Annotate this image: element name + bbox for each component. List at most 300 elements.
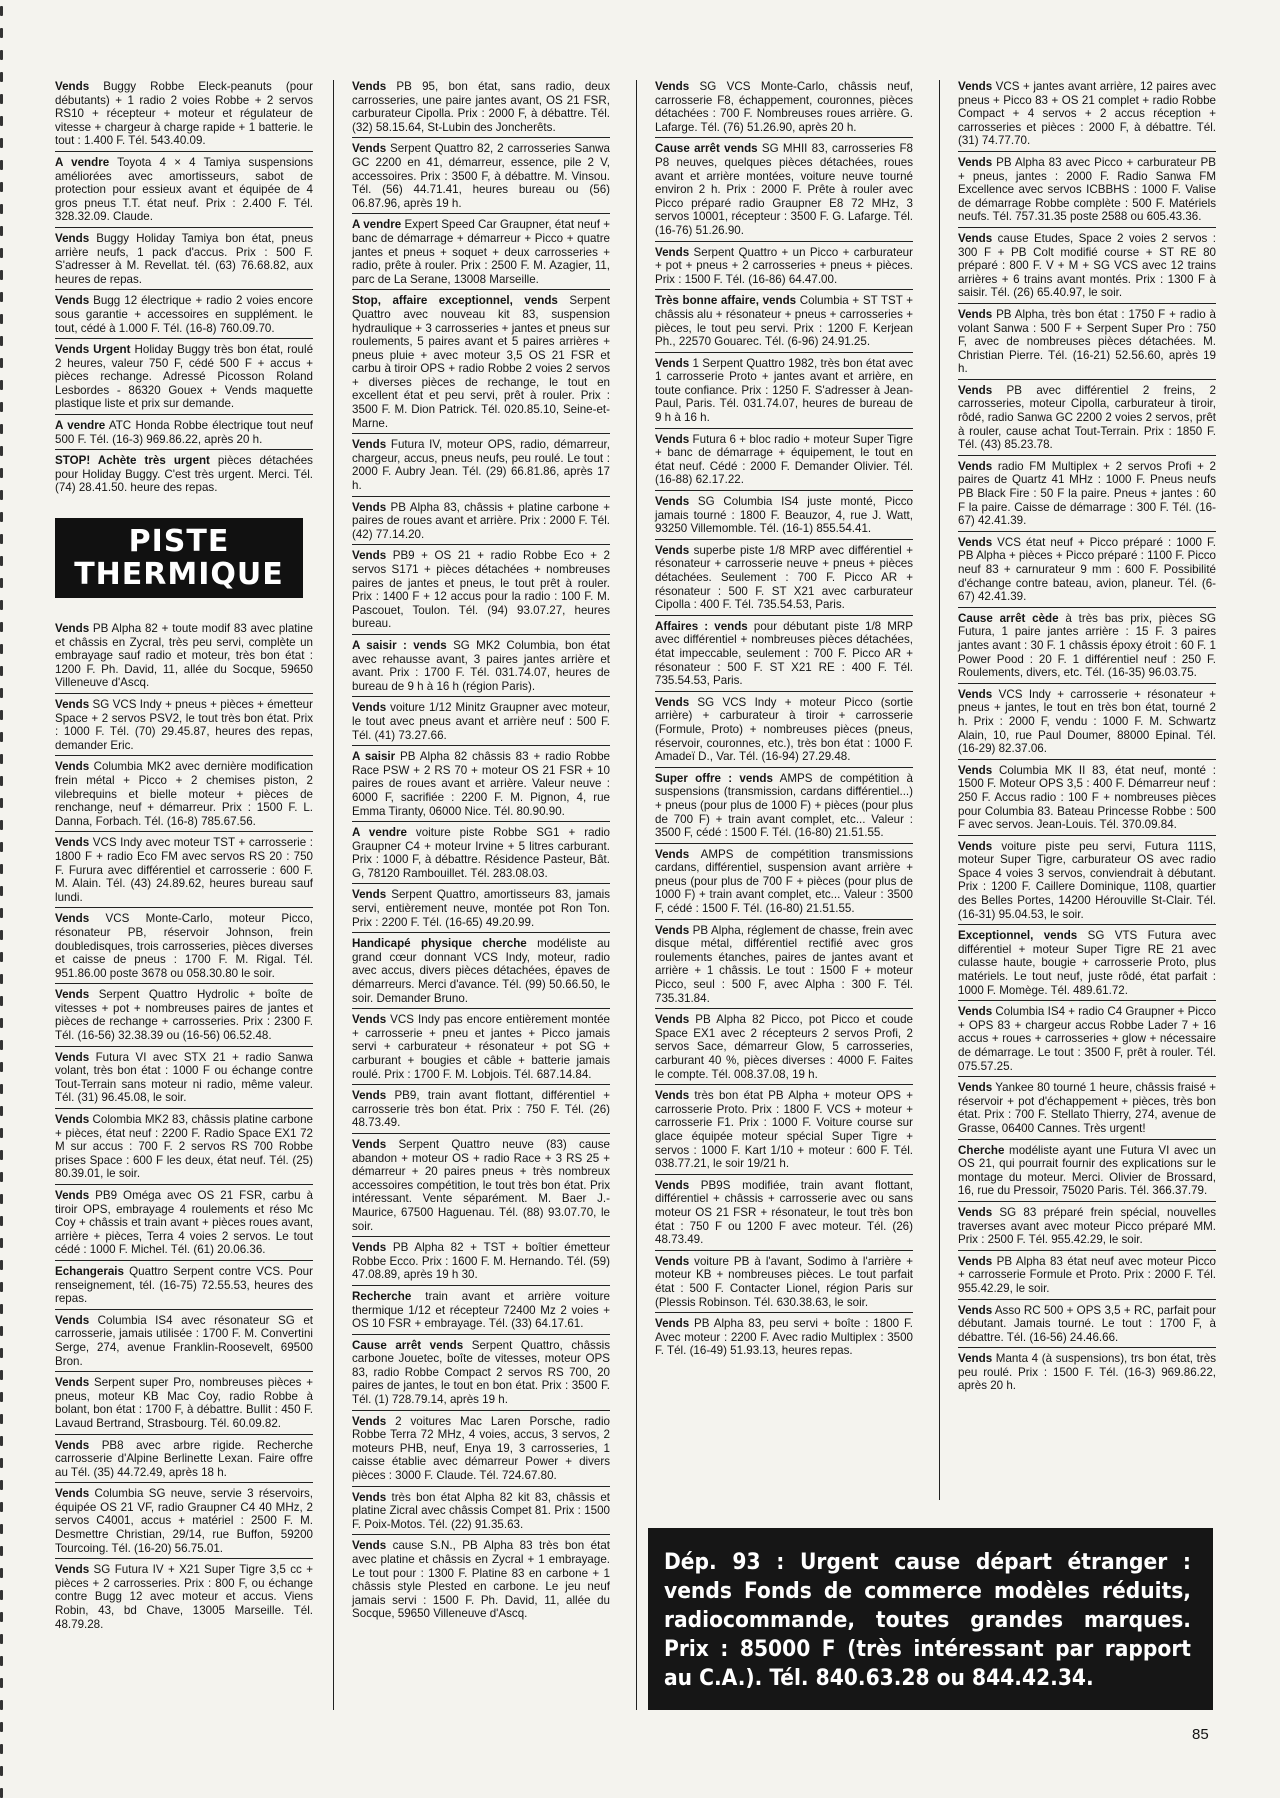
binding-hole <box>0 1436 3 1446</box>
ad-text: voiture 1/12 Minitz Graupner avec moteur, le tout avec pneus avant et arrière neuf : 500 F. Tél. (41) 73.27.66. <box>352 701 610 742</box>
binding-hole <box>0 776 3 786</box>
ad-lead: Vends <box>352 549 387 563</box>
ad-text: PB9 Oméga avec OS 21 FSR, carbu à tiroir OPS, embrayage 4 roulements et réso Mc Coy + châssis et train avant + pièces roues avant, arrière + pièces, Terra 4 voies 2 servos. Le tout cédé : 1000 F. Michel. Tél. (61) 20.06.36. <box>55 1189 313 1257</box>
classified-ad <box>958 1144 1216 1202</box>
ad-text: PB Alpha, très bon état : 1750 F + radio à volant Sanwa : 500 F + Serpent Super Pro : 750 F, avec de nombreuses pièces détachées. M. Christian Pierre. Tél. (16-21) 52.56.60, après 19 h. <box>958 307 1216 376</box>
binding-hole <box>0 72 3 82</box>
classified-list <box>352 80 610 1624</box>
classified-ad <box>352 1415 610 1487</box>
ad-text: VCS Indy pas encore entièrement montée + carrosserie + pneu et jantes + Picco jamais servi + carburateur + résonateur + pot SG + carburant + bougies et câble + batterie jamais roulé. Prix : 1700 F. M. Lobjois. Tél. 687.14.84. <box>352 1013 610 1081</box>
classified-ad <box>55 232 313 290</box>
classified-list <box>655 80 913 1361</box>
ad-text: AMPS de compétition transmissions cardans, différentiel, suspension avant arrière + pneus (pour plus de 700 F + pièces (pour plus de 1000 F) + train avant complet, etc... Valeur : 3500 F, cédé : 1500 F. Tél. (16-80) 21.51.55. <box>655 847 913 916</box>
ad-text: Toyota 4 × 4 Tamiya suspensions améliorées avec amortisseurs, sabot de protection pour essieux avant et équipée de 4 gros pneus T.T. état neuf. Prix : 2.400 F. Tél. 328.32.09. Claude. <box>55 155 313 224</box>
binding-hole <box>0 908 3 918</box>
ad-text: PB Alpha 82 Picco, pot Picco et coude Space EX1 avec 2 récepteurs 2 servos Profi, 2 servos Sace, démarreur Glow, 5 carrosseries, carburant 40 %, pièces diverses : 4000 F. Faites le compte. Tél. 008.37.08, 19 h. <box>655 1013 913 1081</box>
ad-text: PB Alpha, réglement de chasse, frein avec disque métal, différentiel rectifié avec gros roulements étanches, paires de jantes avant et arrière + 1 châssis. Le tout : 1500 F + moteur Picco, seul : 500 F, avec Alpha : 300 F. Tél. 735.31.84. <box>655 923 913 1005</box>
ad-lead: Vends <box>55 836 90 850</box>
classified-ad <box>352 501 610 546</box>
binding-hole <box>0 28 3 38</box>
ad-lead: Vends <box>352 1241 387 1255</box>
binding-hole <box>0 1194 3 1204</box>
ad-text: cause Etudes, Space 2 voies 2 servos : 300 F + PB Colt modifié course + ST RE 80 préparé : 800 F. V + M + SG VCS avec 12 trains arrières + 6 trains avant montés. Prix : 1300 F à saisir. Tél. (26) 65.40.97, le soir. <box>958 231 1216 300</box>
binding-hole <box>0 600 3 610</box>
ad-lead: Vends <box>352 142 387 156</box>
ad-lead: Vends <box>55 988 90 1002</box>
ad-lead: Vends <box>55 698 90 711</box>
ad-text: voiture PB à l'avant, Sodimo à l'arrière + moteur KB + nombreuses pièces. Le tout parfait état : 500 F. Contacter Lionel, région Paris sur (Plessis Robinson. Tél. 630.38.63, le soir. <box>655 1254 913 1309</box>
classified-ad <box>55 1314 313 1372</box>
ad-lead: Handicapé physique cherche <box>352 937 527 951</box>
classified-ad <box>655 924 913 1010</box>
ad-lead: Vends <box>55 760 90 774</box>
ad-lead: Vends <box>55 912 90 926</box>
binding-hole <box>0 1304 3 1314</box>
ad-lead: Cause arrêt cède <box>958 611 1059 625</box>
binding-hole <box>0 534 3 544</box>
binding-holes <box>0 0 4 1798</box>
column-4 <box>958 80 1216 1400</box>
ad-text: PB Alpha 83, châssis + platine carbone + paires de roues avant et arrière. Prix : 2000 F. Tél. (42) 77.14.20. <box>352 500 610 541</box>
ad-text: Serpent super Pro, nombreuses pièces + pneus, moteur KB Mac Coy, radio Robbe à bolant, bon état : 1700 F, à débattre. Bullit : 450 F. Lavaud Bertrand, Strasbourg. Tél. 60.09.82. <box>55 1376 313 1430</box>
classified-ad <box>958 929 1216 1001</box>
ad-text: Columbia + ST TST + châssis alu + résonateur + pneus + carrosseries + pièces, le tout peu servi. Prix : 1200 F. Kerjean Ph., 22570 Gouarec. Tél. (6-96) 24.91.25. <box>655 294 913 349</box>
binding-hole <box>0 1106 3 1116</box>
binding-hole <box>0 1568 3 1578</box>
binding-hole <box>0 930 3 940</box>
classified-ad <box>55 1563 313 1634</box>
ad-lead: Vends <box>352 701 387 715</box>
classified-ad <box>352 750 610 822</box>
ad-lead: Vends <box>655 245 690 259</box>
ad-text: Manta 4 (à suspensions), trs bon état, très peu roulé. Prix : 1500 F. Tél. (16-3) 969.86.22, après 20 h. <box>958 1352 1216 1393</box>
binding-hole <box>0 1590 3 1600</box>
binding-hole <box>0 116 3 126</box>
ad-lead: Vends <box>655 495 690 509</box>
ad-text: PB Alpha 82 + TST + boîtier émetteur Robbe Ecco. Prix : 1600 F. M. Hernando. Tél. (59) 47.08.89, après 19 h 30. <box>352 1241 610 1282</box>
classified-ad <box>958 1255 1216 1300</box>
ad-lead: Vends <box>958 1205 993 1219</box>
ad-lead: A saisir : vends <box>352 638 447 652</box>
ad-lead: Vends <box>352 500 387 514</box>
classified-ad <box>352 1089 610 1134</box>
classified-ad <box>655 848 913 920</box>
ad-lead: Vends <box>958 383 993 397</box>
binding-hole <box>0 204 3 214</box>
ad-lead: Vends <box>958 687 993 701</box>
ad-lead: Vends <box>958 155 993 169</box>
ad-lead: Vends <box>958 231 993 245</box>
ad-text: superbe piste 1/8 MRP avec différentiel + résonateur + carrosserie neuve + pneus + pièces détachées. Seulement : 700 F. Picco AR + résonateur : 500 F. ST X21 avec carburateur Cipolla : 400 F. Tél. 735.54.53, Paris. <box>655 543 913 612</box>
section-title-line: PISTE <box>128 524 230 560</box>
binding-hole <box>0 270 3 280</box>
binding-hole <box>0 754 3 764</box>
ad-text: Serpent Quattro avec nouveau kit 83, suspension hydraulique + 3 carrosseries + jantes et pneus sur roulements, 5 paires avant et 5 paires arrières + pneus pluie + avec moteur 3,5 OS 21 FSR et carbu à tiroir OPS + radio Robbe 2 voies 2 servos + diverses pièces de rechange, le tout en excellent état et peu servi, prêt à rouler. Prix : 3500 F. M. Dion Patrick. Tél. 020.85.10, Seine-et-Marne. <box>352 294 610 430</box>
ad-text: Holiday Buggy très bon état, roulé 2 heures, valeur 750 F, cédé 500 F + accus + pièces rechange. Adressé Picosson Roland Lesbordes - 86320 Gouex + Vends maquette plastique liste et prix sur demande. <box>55 343 314 411</box>
ad-text: pièces détachées pour Holiday Buggy. C'est très urgent. Merci. Tél. (74) 28.41.50. heure des repas. <box>55 454 313 495</box>
binding-hole <box>0 1656 3 1666</box>
ad-text: PB8 avec arbre rigide. Recherche carrosserie d'Alpine Berlinette Lexan. Faire offre au Tél. (35) 44.72.49, après 18 h. <box>55 1438 313 1479</box>
classified-ad <box>655 1089 913 1175</box>
ad-text: PB Alpha 83 état neuf avec moteur Picco + carrosserie Formule et Proto. Prix : 2000 F. Tél. 955.42.29, le soir. <box>958 1254 1216 1295</box>
classified-ad <box>55 294 313 339</box>
ad-lead: Cause arrêt vends <box>352 1338 464 1352</box>
ad-text: PB 95, bon état, sans radio, deux carrosseries, une paire jantes avant, OS 21 FSR, carburateur Cipolla. Prix : 2000 F, à débattre. Tél. (32) 58.15.64, St-Lubin des Joncherêts. <box>352 80 610 134</box>
classified-ad <box>352 639 610 697</box>
classified-ad <box>352 1491 610 1536</box>
ad-text: SG VCS Monte-Carlo, châssis neuf, carrosserie F8, échappement, couronnes, pièces détachées : 700 F. Nombreuses roues arrière. G. Lafarge. Tél. (76) 51.26.90, après 20 h. <box>655 80 913 134</box>
ad-lead: Vends <box>958 1254 993 1268</box>
ad-lead: Vends <box>55 1313 90 1327</box>
ad-text: SG MK2 Columbia, bon état avec rehausse avant, 3 paires jantes arrière et avant. Prix : 1700 F. Tél. 031.74.07, heures de bureau de 9 h à 16 h (région Paris). <box>352 638 610 693</box>
ad-text: SG 83 préparé frein spécial, nouvelles traverses avant avec moteur Picco préparé MM. Prix : 2500 F. Tél. 955.42.29, le soir. <box>958 1205 1216 1247</box>
ad-lead: Vends <box>655 1254 690 1268</box>
binding-hole <box>0 666 3 676</box>
classified-ad <box>352 888 610 933</box>
binding-hole <box>0 1634 3 1644</box>
classified-ad <box>958 384 1216 456</box>
binding-hole <box>0 644 3 654</box>
ad-text: Serpent Quattro neuve (83) cause abandon + moteur OS + radio Race + 3 RS 25 + démarreur + 20 paires pneus + très nombreux accessoires compétition, le tout très bon état. Prix intéressant. Vente séparément. M. Baer J.-Maurice, 67500 Haguenau. Tél. (88) 93.07.70, le soir. <box>352 1137 610 1233</box>
ad-lead: Vends <box>958 763 993 777</box>
ad-lead: Vends <box>655 1089 690 1103</box>
ad-text: PB Alpha 83, peu servi + boîte : 1800 F. Avec moteur : 2200 F. Avec radio Multiplex : 3500 F. Tél. (16-49) 51.93.13, heures repas. <box>655 1317 913 1358</box>
binding-hole <box>0 688 3 698</box>
ad-text: cause S.N., PB Alpha 83 très bon état avec platine et châssis en Zycral + 1 embrayage. Le tout pour : 1300 F. Platine 83 en carbone + 1 châssis style Plested en carbone. Le jeu neuf jamais servi : 1500 F. Ph. David, 11, allée du Socque, 59650 Villeneuve d'Ascq. <box>352 1539 610 1621</box>
binding-hole <box>0 1414 3 1424</box>
binding-hole <box>0 710 3 720</box>
classified-ad <box>55 1487 313 1559</box>
classified-ad <box>655 772 913 844</box>
classified-ad <box>352 1013 610 1085</box>
ad-lead: Vends <box>958 1303 993 1317</box>
classified-ad <box>352 438 610 496</box>
classified-ad <box>55 1265 313 1310</box>
ad-lead: Vends <box>352 1539 387 1553</box>
ad-lead: Vends Urgent <box>55 343 131 357</box>
binding-hole <box>0 1040 3 1050</box>
classified-ad <box>655 1317 913 1361</box>
binding-hole <box>0 732 3 742</box>
binding-hole <box>0 336 3 346</box>
ad-lead: Vends <box>958 1005 993 1019</box>
ad-lead: Vends <box>55 1487 90 1501</box>
ad-text: Futura IV, moteur OPS, radio, démarreur, chargeur, accus, pneus neufs, peu roulé. Le tout : 2000 F. Aubry Jean. Tél. (29) 66.81.86, après 17 h. <box>352 438 610 493</box>
section-title-piste-thermique <box>55 518 303 598</box>
ad-lead: Vends <box>958 535 993 549</box>
ad-text: Asso RC 500 + OPS 3,5 + RC, parfait pour débutant. Jamais tourné. Le tout : 1700 F, à débattre. Tél. (16-56) 24.46.66. <box>958 1303 1216 1344</box>
classified-ad <box>352 80 610 138</box>
binding-hole <box>0 1128 3 1138</box>
binding-hole <box>0 248 3 258</box>
binding-hole <box>0 160 3 170</box>
classified-ad <box>55 1189 313 1261</box>
ad-text: très bon état PB Alpha + moteur OPS + carrosserie Proto. Prix : 1800 F. VCS + moteur + carrosserie F1. Prix : 1000 F. Voiture course sur glace équipée moteur spécial Super Tigre + servos : 1000 F. Kart 1/10 + moteur : 600 F. Tél. 038.77.21, le soir 19/21 h. <box>655 1089 913 1171</box>
ad-lead: Vends <box>55 1376 90 1390</box>
binding-hole <box>0 820 3 830</box>
classified-ad <box>352 826 610 884</box>
classified-ad <box>655 620 913 692</box>
ad-lead: Cherche <box>958 1143 1005 1157</box>
classified-ad <box>655 1013 913 1085</box>
classified-ad <box>655 696 913 768</box>
ad-text: PB9S modifiée, train avant flottant, différentiel + châssis + carrosserie avec ou sans moteur OS 21 FSR + résonateur, le tout très bon état : 750 F ou 1200 F avec moteur. Tél. (26) 48.73.49. <box>655 1178 913 1247</box>
ad-text: Colombia MK2 83, châssis platine carbone + pièces, état neuf : 2200 F. Radio Space EX1 72 M sur accus : 700 F. 2 servos RS 700 Robbe prises Space : 600 F les deux, état neuf. Tél. (25) 80.39.01, le soir. <box>55 1113 313 1181</box>
classified-ad <box>352 937 610 1009</box>
classified-ad <box>55 1439 313 1484</box>
binding-hole <box>0 314 3 324</box>
ad-text: Quattro Serpent contre VCS. Pour renseignement, tél. (16-75) 72.55.53, heures des repas. <box>55 1264 313 1306</box>
ad-text: très bon état Alpha 82 kit 83, châssis et platine Zicral avec châssis Compet 81. Prix : 1500 F. Poix-Motos. Tél. (22) 91.35.63. <box>352 1490 610 1531</box>
classified-ad <box>352 294 610 434</box>
ad-lead: Vends <box>352 1013 387 1027</box>
ad-text: PB Alpha 82 + toute modif 83 avec platine et châssis en Zycral, très peu servi, complète un embrayage sauf radio et moteur, très bon état : 1200 F. Ph. David, 11, allée du Socque, 59650 Villeneuve d'Ascq. <box>55 622 313 690</box>
ad-lead: Vends <box>958 1352 993 1366</box>
ad-text: Serpent Quattro 82, 2 carrosseries Sanwa GC 2200 en 41, démarreur, essence, pile 2 V, accessoires. Prix : 3500 F, à débattre. M. Vinsou. Tél. (56) 44.71.41, heures bureau ou (56) 06.87.96, après 19 h. <box>352 142 610 210</box>
binding-hole <box>0 1612 3 1622</box>
ad-lead: Vends <box>958 307 993 321</box>
binding-hole <box>0 226 3 236</box>
ad-lead: Très bonne affaire, vends <box>655 294 797 308</box>
ad-lead: Vends <box>55 1438 90 1452</box>
ad-lead: Vends <box>352 1414 387 1428</box>
classified-ad <box>55 1376 313 1434</box>
classified-ad <box>958 840 1216 926</box>
ad-text: Buggy Holiday Tamiya bon état, pneus arrière neufs, 1 pack d'accus. Prix : 500 F. S'adresser à M. Revellat. tél. (63) 76.68.82, aux heures de repas. <box>55 231 313 286</box>
column-rule <box>333 80 334 1710</box>
classified-ad <box>352 1339 610 1411</box>
ad-lead: Vends <box>655 1013 690 1027</box>
ad-lead: A vendre <box>352 826 407 840</box>
ad-text: VCS Indy avec moteur TST + carrosserie : 1800 F + radio Eco FM avec servos RS 20 : 750 F. Furura avec différentiel et carrosserie : 600 F. M. Alain. Tél. (43) 24.89.62, heures bureau sauf lundi. <box>55 836 313 904</box>
classified-ad <box>958 156 1216 228</box>
classified-ad <box>958 1206 1216 1251</box>
ad-text: Columbia IS4 avec résonateur SG et carrosserie, jamais utilisée : 1700 F. M. Convertini Serge, 274, avenue Franklin-Roosevelt, 69500 Bron. <box>55 1313 313 1368</box>
classified-ad <box>352 701 610 746</box>
binding-hole <box>0 974 3 984</box>
binding-hole <box>0 380 3 390</box>
promo-box: Dép. 93 : Urgent cause départ étranger : vends Fonds de commerce modèles réduits, radiocommande, toutes grandes marques. Prix : 85000 F (très intéressant par rapport au C.A.). Tél. 840.63.28 ou 844.42.34. <box>648 1528 1213 1710</box>
classified-ad <box>958 1081 1216 1139</box>
ad-lead: A saisir <box>352 750 396 764</box>
ad-text: Serpent Quattro + un Picco + carburateur + pot + pneus + 2 carrosseries + pneus + pièces. Prix : 1500 F. Tél. (16-86) 64.47.00. <box>655 245 913 286</box>
ad-lead: Echangerais <box>55 1264 124 1278</box>
classified-ad <box>958 536 1216 608</box>
binding-hole <box>0 1216 3 1226</box>
ad-text: radio FM Multiplex + 2 servos Profi + 2 paires de Quartz 41 MHz : 1000 F. Pneus neufs PB Black Fire : 50 F la paire. Pneus + jantes : 60 F la paire. Caisse de démarrage : 300 F. Tél. (16-67) 42.41.39. <box>958 459 1216 528</box>
ad-text: PB avec différentiel 2 freins, 2 carrosseries, moteur Cipolla, carburateur à tiroir, rôdé, radio Sanwa GC 2200 2 voies 2 servos, prêt à rouler, cause achat Tout-Terrain. Prix : 1850 F. Tél. (43) 85.23.78. <box>958 383 1216 452</box>
classified-ad <box>655 495 913 540</box>
classified-ad <box>655 433 913 491</box>
ad-lead: Vends <box>352 888 387 902</box>
ad-text: PB9, train avant flottant, différentiel + carrosserie très bon état. Prix : 750 F. Tél. (26) 48.73.49. <box>352 1089 610 1130</box>
classified-ad <box>655 142 913 241</box>
column-rule <box>636 80 637 1710</box>
ad-text: ATC Honda Robbe électrique tout neuf 500 F. Tél. (16-3) 969.86.22, après 20 h. <box>55 419 314 446</box>
binding-hole <box>0 996 3 1006</box>
ad-lead: Vends <box>655 80 690 93</box>
ad-text: AMPS de compétition à suspensions (transmission, cardans différentiel...) + pneus (pour plus de 1000 F) + pièces (pour plus de 700 F) + train avant complet, etc... Valeur : 3500 F, cédé : 1500 F. Tél. (16-80) 21.51.55. <box>655 771 914 840</box>
binding-hole <box>0 1326 3 1336</box>
binding-hole <box>0 1744 3 1754</box>
classified-ad <box>55 1113 313 1185</box>
binding-hole <box>0 1546 3 1556</box>
ad-text: à très bas prix, pièces SG Futura, 1 paire jantes arrière : 15 F. 3 paires jantes avant : 30 F. 1 châssis époxy étroit : 60 F. 1 Power Pood : 20 F. 1 différentiel neuf : 250 F. Roulements, divers, etc. Tél. (16-35) 96.03.75. <box>958 611 1216 680</box>
binding-hole <box>0 1524 3 1534</box>
ad-lead: A vendre <box>352 218 402 232</box>
binding-hole <box>0 292 3 302</box>
ad-lead: Vends <box>655 695 690 709</box>
classified-ad <box>655 1255 913 1313</box>
binding-hole <box>0 1722 3 1732</box>
binding-hole <box>0 556 3 566</box>
ad-lead: Vends <box>55 1189 90 1202</box>
ad-text: Bugg 12 électrique + radio 2 voies encore sous garantie + accessoires en supplément. le tout, cédé à 1.000 F. Tél. (16-8) 760.09.70. <box>55 294 313 335</box>
ad-text: Buggy Robbe Eleck-peanuts (pour débutants) + 1 radio 2 voies Robbe + 2 servos RS10 + récepteur + moteur et régulateur de vitesse + chargeur à charge rapide + 1 batterie. le tout : 1.400 F. Tél. 543.40.09. <box>55 80 313 148</box>
binding-hole <box>0 1260 3 1270</box>
ad-text: SG VCS Indy + moteur Picco (sortie arrière) + carburateur à tiroir + carrosserie (Formule, Proto) + nombreuses pièces (pneus, réservoir, couronnes, etc.), très bon état : 1000 F. Amadeï D., Var. Tél. (16-94) 27.29.48. <box>655 695 913 764</box>
binding-hole <box>0 6 3 16</box>
ad-text: 1 Serpent Quattro 1982, très bon état avec 1 carrosserie Proto + jantes avant et arrière, en toute confiance. Prix : 1250 F. S'adresser à Jean-Paul, Paris. Tél. 031.74.07, heures de bureau de 9 h à 16 h. <box>655 356 913 425</box>
ad-lead: Vends <box>352 80 387 93</box>
ad-text: Columbia SG neuve, servie 3 réservoirs, équipée OS 21 VF, radio Graupner C4 40 MHz, 2 servos C4001, accus + matériel : 2500 F. M. Desmettre Christian, 29/14, rue Buffon, 59200 Tourcoing. Tél. (16-20) 56.75.01. <box>55 1487 313 1555</box>
ad-text: SG Columbia IS4 juste monté, Picco jamais tourné : 1800 F. Beauzor, 4, rue J. Watt, 93250 Villemomble. Tél. (16-1) 855.54.41. <box>655 495 913 536</box>
ad-text: VCS état neuf + Picco préparé : 1000 F. PB Alpha + pièces + Picco préparé : 1100 F. Picco neuf 83 + carnurateur 9 mm : 600 F. Possibilité d'échange contre bateau, avion, planeur. Tél. (6-67) 42.41.39. <box>958 535 1216 604</box>
classified-ad <box>655 246 913 291</box>
ad-lead: Vends <box>55 1050 90 1064</box>
ad-text: 2 voitures Mac Laren Porsche, radio Robbe Terra 72 MHz, 4 voies, accus, 3 servos, 2 moteurs PHB, neuf, Enya 19, 3 carrosseries, 1 caisse établie avec démarreur Power + divers pièces : 3000 F. Claude. Tél. 724.67.80. <box>352 1414 610 1483</box>
binding-hole <box>0 1150 3 1160</box>
classified-ad <box>655 544 913 616</box>
classified-ad <box>352 1241 610 1286</box>
classified-ad <box>958 1005 1216 1077</box>
binding-hole <box>0 1458 3 1468</box>
binding-hole <box>0 1788 3 1798</box>
classified-list <box>55 622 313 1634</box>
ad-text: SG Futura IV + X21 Super Tigre 3,5 cc + pièces + 2 carrosseries. Prix : 800 F, ou échange contre Bugg 12 avec moteur et accus. Viens Robin, 43, bd Chave, 13005 Marseille. Tél. 48.79.28. <box>55 1563 313 1631</box>
binding-hole <box>0 182 3 192</box>
ad-text: Serpent Quattro, châssis carbone Jouetec, boîte de vitesses, moteur OPS 83, radio Robbe Compact 2 servos RS 700, 20 paires de jantes, le tout en bon état. Prix : 3500 F. Tél. (1) 728.79.14, après 19 h. <box>352 1338 610 1407</box>
classified-ad <box>958 1352 1216 1396</box>
classified-ad <box>958 460 1216 532</box>
ad-text: Futura VI avec STX 21 + radio Sanwa volant, très bon état : 1000 F ou échange contre Tout-Terrain sans moteur ni radio, même valeur. Tél. (31) 96.45.08, le soir. <box>55 1050 313 1105</box>
classified-list <box>55 80 313 498</box>
ad-text: modéliste ayant une Futura VI avec un OS 21, qui pourrait fournir des explications sur le montage du moteur. Merci. Olivier de Brossard, 16, rue du Pressoir, 75020 Paris. Tél. 366.37.79. <box>958 1143 1216 1198</box>
ad-lead: A vendre <box>55 155 110 169</box>
ad-lead: Vends <box>958 459 993 473</box>
ad-lead: Cause arrêt vends <box>655 142 758 156</box>
classified-ad <box>958 80 1216 152</box>
classified-ad <box>655 1179 913 1251</box>
ad-lead: Vends <box>352 1137 387 1151</box>
ad-text: SG VTS Futura avec différentiel + moteur Super Tigre RE 21 avec culasse haute, bougie + carrosserie Proto, plus matériels. Le tout neuf, juste rôdé, état parfait : 1000 F. Momège. Tél. 489.61.72. <box>958 929 1216 997</box>
classified-ad <box>958 232 1216 304</box>
column-2 <box>352 80 610 1628</box>
ad-lead: Vends <box>55 1113 90 1127</box>
ad-text: modéliste au grand cœur donnant VCS Indy, moteur, radio avec accus, divers pièces détachées, épaves de démarreurs. Merci d'avance. Tél. (99) 50.66.50, le soir. Demander Bruno. <box>352 937 610 1005</box>
ad-text: Expert Speed Car Graupner, état neuf + banc de démarrage + démarreur + Picco + quatre jantes et pneus + soquet + deux carrosseries + radio, prête à rouler. Prix : 2500 F. M. Azagier, 11, parc de La Serane, 13008 Marseille. <box>352 218 611 286</box>
binding-hole <box>0 864 3 874</box>
binding-hole <box>0 358 3 368</box>
ad-text: Serpent Quattro, amortisseurs 83, jamais servi, entièrement neuve, montée pot Ron Ton. Prix : 2200 F. Tél. (16-65) 49.20.99. <box>352 888 610 929</box>
ad-text: SG VCS Indy + pneus + pièces + émetteur Space + 2 servos PSV2, le tout très bon état. Prix : 1000 F. Tél. (70) 29.45.87, heures des repas, demander Eric. <box>55 698 313 752</box>
ad-text: PB9 + OS 21 + radio Robbe Eco + 2 servos S171 + pièces détachées + nombreuses paires de jantes et pneus, le tout prêt à rouler. Prix : 1400 F + 12 accus pour la radio : 100 F. M. Pascouet, Toulon. Tél. (94) 93.07.27, heures bureau. <box>352 549 610 631</box>
ad-lead: Vends <box>352 438 387 452</box>
ad-lead: Vends <box>352 1089 387 1103</box>
ad-lead: Vends <box>55 80 90 93</box>
classified-ad <box>352 142 610 214</box>
classified-ad <box>352 1539 610 1624</box>
section-title-line: THERMIQUE <box>74 557 284 593</box>
ad-lead: Vends <box>655 847 690 861</box>
classified-ad <box>55 1051 313 1109</box>
classified-list <box>958 80 1216 1396</box>
binding-hole <box>0 1678 3 1688</box>
classified-ad <box>352 1290 610 1335</box>
ad-text: pour débutant piste 1/8 MRP avec différentiel + nombreuses pièces détachées, état impeccable, seulement : 700 F. Picco AR + résonateur : 500 F. ST X21 RE : 400 F. Tél. 735.54.53, Paris. <box>655 619 914 688</box>
binding-hole <box>0 1480 3 1490</box>
classified-ad <box>55 454 313 498</box>
ad-lead: Vends <box>55 294 90 308</box>
binding-hole <box>0 490 3 500</box>
ad-lead: Vends <box>958 1081 993 1095</box>
ad-lead: Vends <box>655 543 690 557</box>
binding-hole <box>0 622 3 632</box>
binding-hole <box>0 468 3 478</box>
ad-lead: Vends <box>655 1317 690 1331</box>
classified-ad <box>55 622 313 694</box>
classified-ad <box>55 156 313 228</box>
ad-lead: Vends <box>958 80 993 93</box>
ad-text: Serpent Quattro Hydrolic + boîte de vitesses + pot + nombreuses paires de jantes et pièces de rechange + carrosseries. Prix : 2300 F. Tél. (16-56) 32.38.39 ou (16-56) 06.52.48. <box>55 988 313 1043</box>
binding-hole <box>0 1062 3 1072</box>
ad-text: VCS + jantes avant arrière, 12 paires avec pneus + Picco 83 + OS 21 complet + radio Robbe Compact + 4 servos + 2 accus réception + carrosseries et pièces : 2000 F, à débattre. Tél. (31) 74.77.70. <box>958 80 1216 148</box>
classified-ad <box>55 836 313 908</box>
binding-hole <box>0 1348 3 1358</box>
binding-hole <box>0 798 3 808</box>
ad-text: voiture piste Robbe SG1 + radio Graupner C4 + moteur Irvine + 5 litres carburant. Prix : 1000 F, à débattre. Résidence Pasteur, Bât. G, 78120 Rambouillet. Tél. 283.08.03. <box>352 826 610 880</box>
classified-ad <box>55 343 313 415</box>
page-number: 85 <box>1192 1726 1209 1743</box>
classified-ad <box>55 80 313 152</box>
classified-ad <box>55 419 313 450</box>
classified-ad <box>55 760 313 832</box>
classified-ad <box>55 988 313 1046</box>
classified-ad <box>352 549 610 635</box>
binding-hole <box>0 578 3 588</box>
binding-hole <box>0 1172 3 1182</box>
ad-lead: Super offre : vends <box>655 771 773 785</box>
ad-lead: STOP! Achète très urgent <box>55 454 210 468</box>
ad-text: voiture piste peu servi, Futura 111S, moteur Super Tigre, carburateur OS avec radio Space 4 voies 3 servos, conviendrait à débutant. Prix : 1200 F. Caillere Dominique, 1108, quartier des Belles Portes, 14200 Hérouville St-Clair. Tél. (16-31) 95.04.53, le soir. <box>958 839 1216 921</box>
classified-ad <box>352 1138 610 1237</box>
binding-hole <box>0 1238 3 1248</box>
ad-lead: A vendre <box>55 419 106 433</box>
binding-hole <box>0 1084 3 1094</box>
ad-lead: Vends <box>352 1490 387 1504</box>
classified-ad <box>352 218 610 290</box>
ad-text: SG MHII 83, carrosseries F8 P8 neuves, quelques pièces détachées, roues avant et arrière montées, voiture neuve tourné environ 2 h. Prix : 2000 F. Prête à rouler avec Picco préparé radio Graupner E8 72 MHz, 3 servos 10001, récepteur : 3500 F. G. Lafarge. Tél. (16-76) 51.26.90. <box>655 142 913 237</box>
classified-ad <box>958 764 1216 836</box>
binding-hole <box>0 94 3 104</box>
classified-ad <box>958 308 1216 380</box>
binding-hole <box>0 424 3 434</box>
ad-lead: Vends <box>958 839 993 853</box>
ad-lead: Vends <box>655 432 690 446</box>
ad-text: Yankee 80 tourné 1 heure, châssis fraisé + réservoir + pot d'échappement + pièces, très bon état. Prix : 700 F. Stellato Thierry, 274, avenue de Grasse, 06400 Cannes. Très urgent! <box>958 1081 1216 1135</box>
ad-text: PB Alpha 83 avec Picco + carburateur PB + pneus, jantes : 2000 F. Radio Sanwa FM Excellence avec servos ICBBHS : 1000 F. Valise de démarrage Robbe complète : 500 F. Matériels neufs. Tél. 757.31.35 poste 2588 ou 605.43.36. <box>958 155 1216 224</box>
binding-hole <box>0 1018 3 1028</box>
